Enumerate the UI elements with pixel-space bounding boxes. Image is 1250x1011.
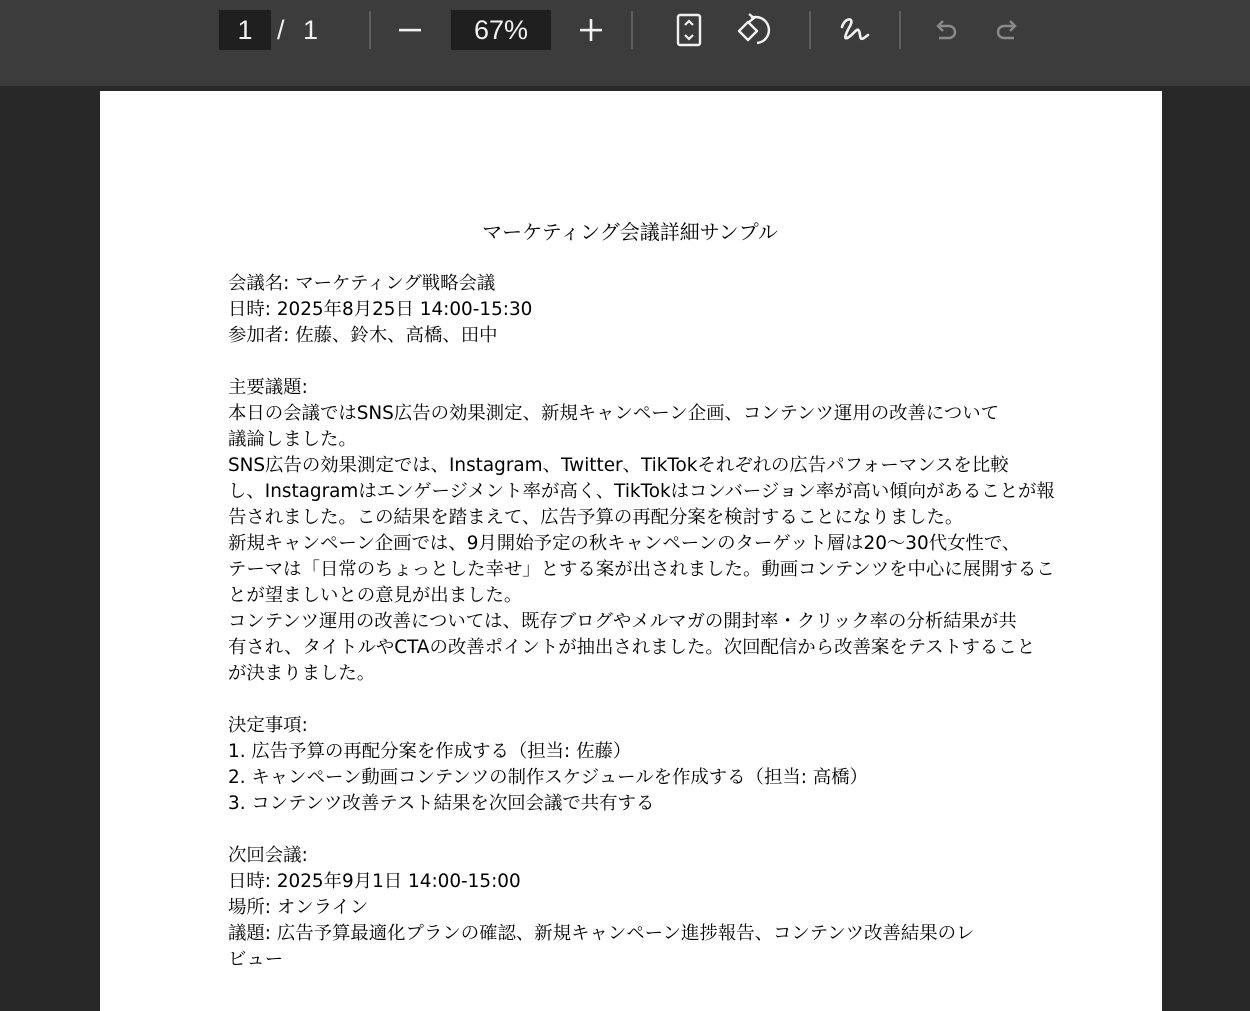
redo-icon [993, 15, 1023, 45]
document-line: 決定事項: [228, 715, 308, 736]
document-line: 次回会議: [228, 845, 308, 866]
document-line: 参加者: 佐藤、鈴木、高橋、田中 [228, 325, 498, 346]
document-line: テーマは「日常のちょっとした幸せ」とする案が出されました。動画コンテンツを中心に展開するこ [228, 559, 1055, 580]
document-line: 日時: 2025年8月25日 14:00-15:30 [228, 299, 533, 320]
blank-line [228, 817, 1038, 843]
undo-icon [930, 15, 960, 45]
document-line: 告されました。この結果を踏まえて、広告予算の再配分案を検討することになりました。 [228, 507, 964, 528]
document-line: 新規キャンペーン企画では、9月開始予定の秋キャンペーンのターゲット層は20〜30代女性で、 [228, 533, 1021, 554]
document-line: 会議名: マーケティング戦略会議 [228, 273, 496, 294]
document-line: 議題: 広告予算最適化プランの確認、新規キャンペーン進捗報告、コンテンツ改善結果のレ [228, 923, 975, 944]
document-line: 日時: 2025年9月1日 14:00-15:00 [228, 871, 521, 892]
plus-icon [579, 18, 603, 42]
zoom-level-input[interactable]: 67% [451, 10, 551, 50]
document-line: 議論しました。 [228, 429, 357, 450]
document-line: 主要議題: [228, 377, 308, 398]
rotate-icon [735, 12, 771, 48]
document-line: とが望ましいとの意見が出ました。 [228, 585, 523, 606]
toolbar-divider [631, 11, 633, 49]
pdf-toolbar [0, 0, 1250, 86]
blank-line [228, 349, 1038, 375]
document-body [228, 271, 1055, 973]
document-line: 2. キャンペーン動画コンテンツの制作スケジュールを作成する（担当: 高橋） [228, 767, 868, 788]
document-line: ビュー [228, 949, 284, 970]
draw-button[interactable] [834, 10, 874, 50]
zoom-out-button[interactable] [390, 10, 430, 50]
document-line: SNS広告の効果測定では、Instagram、Twitter、TikTokそれぞれの広告パフォーマンスを比較 [228, 455, 1009, 476]
document-line: 1. 広告予算の再配分案を作成する（担当: 佐藤） [228, 741, 632, 762]
redo-button[interactable] [988, 10, 1028, 50]
document-line: 本日の会議ではSNS広告の効果測定、新規キャンペーン企画、コンテンツ運用の改善について [228, 403, 1000, 424]
document-line: 有され、タイトルやCTAの改善ポイントが抽出されました。次回配信から改善案をテストすること [228, 637, 1036, 658]
blank-line [228, 687, 1038, 713]
toolbar-divider [369, 11, 371, 49]
zoom-in-button[interactable] [571, 10, 611, 50]
toolbar-divider [899, 11, 901, 49]
pdf-page [100, 91, 1162, 1011]
document-line: 3. コンテンツ改善テスト結果を次回会議で共有する [228, 793, 655, 814]
total-pages: 1 [303, 15, 319, 45]
toolbar-divider [809, 11, 811, 49]
document-line: が決まりました。 [228, 663, 376, 684]
fit-to-page-button[interactable] [669, 10, 709, 50]
fit-page-icon [675, 13, 703, 47]
undo-button[interactable] [925, 10, 965, 50]
draw-icon [837, 13, 871, 47]
document-line: 場所: オンライン [228, 897, 369, 918]
document-title: マーケティング会議詳細サンプル [482, 220, 778, 244]
page-separator: / [277, 15, 285, 45]
document-line: し、Instagramはエンゲージメント率が高く、TikTokはコンバージョン率が高い傾向があることが報 [228, 481, 1055, 502]
rotate-button[interactable] [733, 10, 773, 50]
page-number-input[interactable]: 1 [219, 10, 271, 50]
document-line: コンテンツ運用の改善については、既存ブログやメルマガの開封率・クリック率の分析結果が共 [228, 611, 1017, 632]
minus-icon [398, 18, 422, 42]
